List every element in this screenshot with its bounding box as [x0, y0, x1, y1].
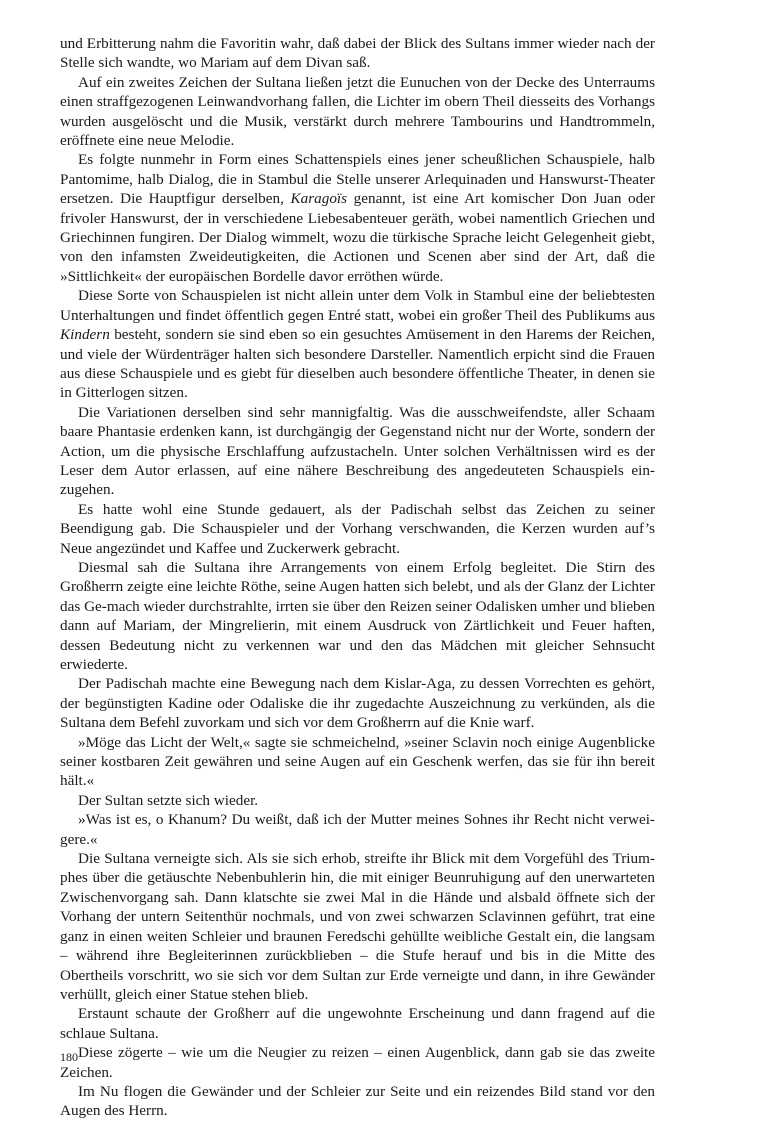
- paragraph: Die Variationen derselben sind sehr mannigfaltig. Was die ausschweifendste, aller Schaam baare Phantasie erdenken kann, ist durchgängig der Gegenstand nicht nur der Worte, sondern der Action, um die physische Erschlaffung aufzustacheln. Unter solchen Verhältnissen wird es der Leser dem Autor erlassen, auf eine nähere Beschreibung des angedeuteten Schauspiels ein-zugehen.: [60, 403, 655, 499]
- paragraph: Auf ein zweites Zeichen der Sultana ließen jetzt die Eunuchen von der Decke des Unterraums einen straffgezogenen Leinwandvorhang fallen, die Lichter im obern Theil diesseits des Vorhangs wurden ausgelöscht und die Musik, verstärkt durch mehrere Tambourins und Handtrommeln, eröffnete eine neue Melodie.: [60, 73, 655, 150]
- paragraph: »Was ist es, o Khanum? Du weißt, daß ich der Mutter meines Sohnes ihr Recht nicht verwei-gere.«: [60, 811, 655, 848]
- text-run: besteht, sondern sie sind eben so ein gesuchtes Amüsement in den Harems der Reichen, und viele der Würdenträger halten sich besondere Darsteller. Namentlich erpicht sind die Frauen aus diese Schauspiele und es giebt für dieselben auch besondere öffentliche Theater, in denen sie in Gitterlogen sitzen.: [60, 326, 655, 402]
- paragraph: Diese zögerte – wie um die Neugier zu reizen – einen Augenblick, dann gab sie das zweite Zeichen.: [60, 1044, 655, 1081]
- text-run: Es folgte nunmehr in Form eines Schattenspiels eines jener scheußlichen Schauspiele, halb Pantomime, halb Dialog, die in Stambul die Stelle unserer Arlequinaden und Hanswurst-Theater ersetzen. Die Hauptfigur derselben,: [60, 151, 655, 208]
- paragraph: Im Nu flogen die Gewänder und der Schleier zur Seite und ein reizendes Bild stand vor den Augen des Herrn.: [60, 1082, 655, 1120]
- paragraph: und Erbitterung nahm die Favoritin wahr, daß dabei der Blick des Sultans immer wieder nach der Stelle sich wandte, wo Mariam auf dem Divan saß.: [60, 35, 655, 72]
- paragraph: Es hatte wohl eine Stunde gedauert, als der Padischah selbst das Zeichen zu seiner Beendigung gab. Die Schauspieler und der Vorhang verschwanden, die Kerzen wurden auf’s Neue angezündet und Kaffee und Zuckerwerk gebracht.: [60, 500, 655, 557]
- paragraph: Erstaunt schaute der Großherr auf die ungewohnte Erscheinung und dann fragend auf die schlaue Sultana.: [60, 1005, 655, 1042]
- paragraph: Der Padischah machte eine Bewegung nach dem Kislar-Aga, zu dessen Vorrechten es gehört, der begünstigten Kadine oder Odaliske die ihr zugedachte Auszeichnung zu verkünden, als die Sultana dem Befehl zuvorkam und sich vor dem Großherrn auf die Knie warf.: [60, 675, 655, 732]
- paragraph: [60, 150, 655, 286]
- italic-name: Karagoïs: [290, 190, 348, 208]
- paragraph: Die Sultana verneigte sich. Als sie sich erhob, streifte ihr Blick mit dem Vorgefühl des Trium-phes über die getäuschte Nebenbuhlerin hin, die mit einiger Beunruhigung auf den unerwarteten Zwischenvorgang sah. Dann klatschte sie zwei Mal in die Hände und alsbald öffnete sich der Vorhang der untern Seitenthür nochmals, und von zwei schwarzen Sclavinnen geführt, trat eine ganz in einen weiten Schleier und braunen Feredschi gehüllte weibliche Gestalt ein, die langsam – während ihre Begleiterinnen zurückblieben – die Stufe herauf und bis in die Mitte des Obertheils vorschritt, wo sie sich vor dem Sultan zur Erde verneigte und dann, in ihre Gewänder verhüllt, gleich einer Statue stehen blieb.: [60, 850, 655, 1003]
- paragraph: [60, 286, 655, 402]
- paragraph: »Möge das Licht der Welt,« sagte sie schmeichelnd, »seiner Sclavin noch einige Augenblicke seiner kostbaren Zeit gewähren und seine Augen auf ein Geschenk werfen, das sie für ihn bereit hält.«: [60, 733, 655, 790]
- paragraph: Diesmal sah die Sultana ihre Arrangements von einem Erfolg begleitet. Die Stirn des Großherrn zeigte eine leichte Röthe, seine Augen hatten sich belebt, und als der Glanz der Lichter das Ge-mach wieder durchstrahlte, irrten sie über den Reizen seiner Odalisken umher und blieben dann auf Mariam, der Mingrelierin, mit einem Ausdruck von Zärtlichkeit und Feuer haften, dessen Bedeutung nicht zu verkennen war und den das Mädchen mit gleicher Sehnsucht erwiederte.: [60, 558, 655, 673]
- italic-word: Kindern: [60, 326, 110, 344]
- body-text: [60, 34, 655, 1121]
- text-run: Diese Sorte von Schauspielen ist nicht allein unter dem Volk in Stambul eine der beliebtesten Unterhaltungen und findet öffentlich gegen Entré statt, wobei ein großer Theil des Publikums aus: [60, 287, 655, 324]
- page-number: 180: [60, 1050, 78, 1064]
- text-run: genannt, ist eine Art komischer Don Juan oder frivoler Hanswurst, der in verschiedene Liebesabenteuer geräth, wobei namentlich Griechen und Griechinnen fungiren. Der Dialog wimmelt, wozu die türkische Sprache leicht Gelegenheit giebt, von den infamsten Zweideutigkeiten, die Actionen und Scenen aber sind der Art, daß die »Sittlichkeit« der europäischen Bordelle davor erröthen würde.: [60, 190, 655, 285]
- paragraph: Der Sultan setzte sich wieder.: [78, 791, 259, 809]
